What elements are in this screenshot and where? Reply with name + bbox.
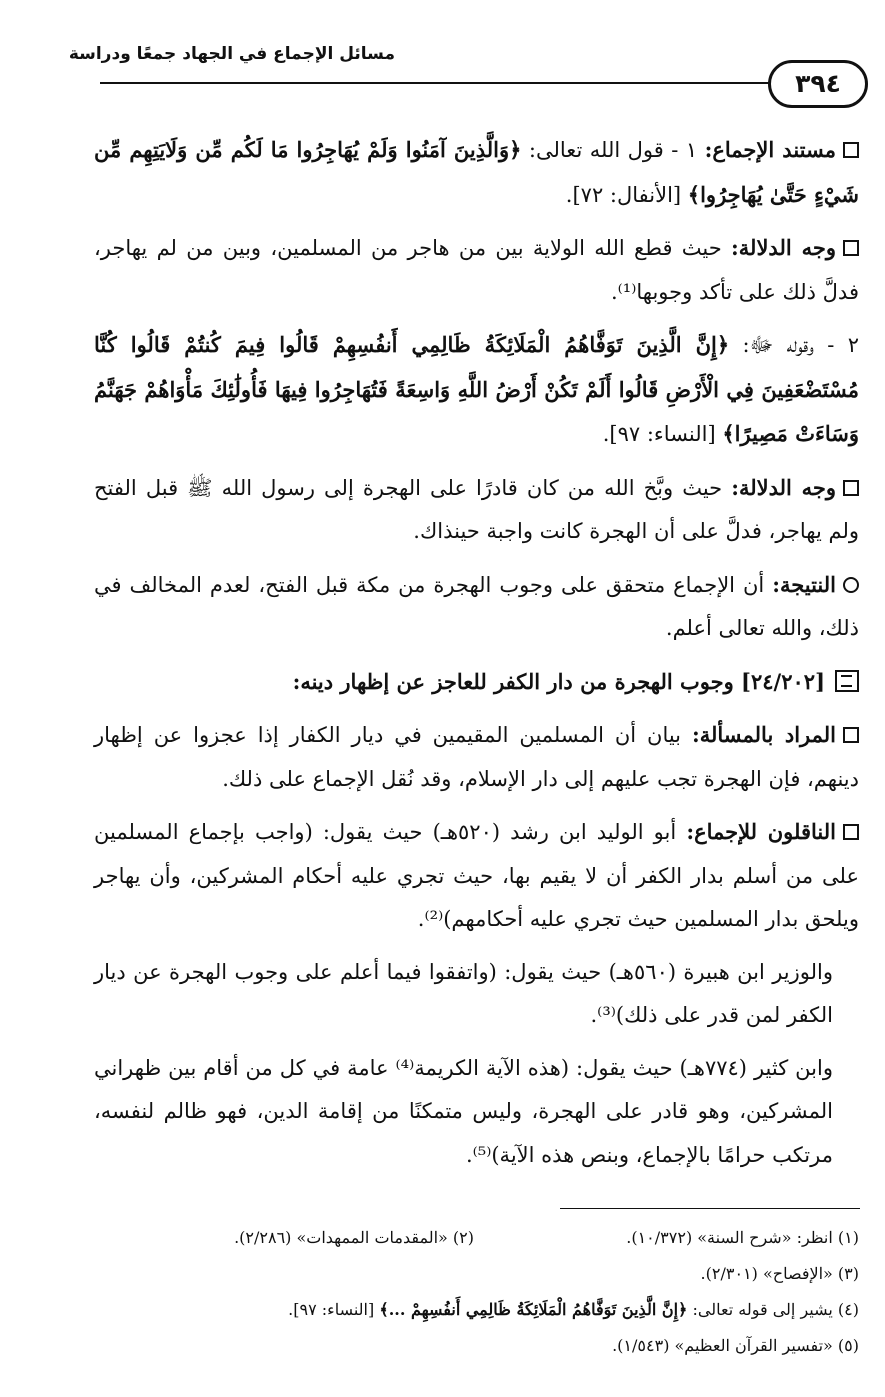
footnote-rule [560,1208,860,1209]
quran-verse: ﴿وَالَّذِينَ آمَنُوا وَلَمْ يُهَاجِرُوا مَا لَكُم مِّن وَلَايَتِهِم مِّن شَيْءٍ حَتَّىٰ يُهَاجِرُوا﴾ [94,137,859,207]
square-bullet-icon [843,727,859,743]
footnote-4 [89,1292,859,1328]
footnote-3: (٣) «الإفصاح» (٢/٣٠١). [700,1264,859,1283]
footnotes [89,1220,859,1364]
paragraph-label: النتيجة: [772,571,836,597]
paragraph-text: أبو الوليد ابن رشد (٥٢٠هـ) حيث يقول: (واجب بإجماع المسلمين على من أسلم بدار الكفر أن لا يقيم بها، حيث تجري عليه أحكام المشركين، وأن يهاجر ويلحق بدار المسلمين حيث تجري عليه أحكامهم)⁽²⁾. [94,820,859,931]
paragraph-inference-2 [94,466,859,554]
paragraph-label: وجه الدلالة: [731,235,836,260]
square-bullet-icon [843,240,859,256]
paragraph-text: أن الإجماع متحقق على وجوب الهجرة من مكة قبل الفتح، لعدم المخالف في ذلك، والله تعالى أعلم. [94,572,859,640]
square-bullet-icon [843,480,859,496]
paragraph-transmitters [94,810,859,942]
paragraph-label: المراد بالمسألة: [691,722,836,747]
circle-bullet-icon [843,577,859,593]
paragraph-inference-1 [94,226,859,314]
paragraph-ibn-hubayra [94,951,859,1038]
square-bullet-icon [843,142,859,158]
running-title: مسائل الإجماع في الجهاد جمعًا ودراسة [68,44,395,64]
paragraph-text: بيان أن المسلمين المقيمين في ديار الكفار إذا عجزوا عن إظهار دينهم، فإن الهجرة تجب عليهم إلى دار الإسلام، وقد نُقل الإجماع على ذلك. [94,723,859,791]
paragraph-text: وابن كثير (٧٧٤هـ) حيث يقول: (هذه الآية الكريمة⁽⁴⁾ عامة في كل من أقام بين ظهراني المشركين، وهو قادر على الهجرة، وليس متمكنًا من إقامة الدين، فهو ظالم لنفسه، مرتكب حرامًا بالإجماع، وبنص هذه الآية)⁽⁵⁾. [94,1055,833,1167]
paragraph-label: الناقلون للإجماع: [686,819,836,844]
verse-reference: [الأنفال: ٧٢]. [565,182,688,207]
quran-verse: ﴿إِنَّ الَّذِينَ تَوَفَّاهُمُ الْمَلَائِكَةُ ظَالِمِي أَنفُسِهِمْ ...﴾ [379,1300,688,1319]
paragraph-ibn-kathir [94,1047,859,1178]
main-text [94,128,859,1186]
paragraph-label: مستند الإجماع: [704,137,836,162]
paragraph-label: وجه الدلالة: [731,474,836,500]
paragraph-meaning [94,713,859,801]
paragraph-text: حيث وبَّخ الله من كان قادرًا على الهجرة إلى رسول الله ﷺ قبل الفتح ولم يهاجر، فدلَّ على أن الهجرة كانت واجبة حينذاك. [94,475,859,543]
paragraph-verse-2 [94,323,859,457]
page-number: ٣٩٤ [768,60,868,108]
verse-reference: [النساء: ٩٧]. [602,422,723,446]
quran-verse: ﴿إِنَّ الَّذِينَ تَوَفَّاهُمُ الْمَلَائِكَةُ ظَالِمِي أَنفُسِهِمْ قَالُوا فِيمَ كُنتُمْ قَالُوا كُنَّا مُسْتَضْعَفِينَ فِي الْأَرْضِ قَالُوا أَلَمْ تَكُنْ أَرْضُ اللَّهِ وَاسِعَةً فَتُهَاجِرُوا فِيهَا فَأُولَٰئِكَ مَأْوَاهُمْ جَهَنَّمُ وَسَاءَتْ مَصِيرًا﴾ [94,332,859,446]
paragraph-result [94,563,859,651]
section-heading [94,660,859,705]
paragraph-text: حيث قطع الله الولاية بين من هاجر من المسلمين، وبين من لم يهاجر، فدلَّ ذلك على تأكد وجوبها⁽¹⁾. [94,236,859,304]
footnote-1: (١) انظر: «شرح السنة» (١٠/٣٧٢). [626,1228,859,1247]
square-bullet-icon [843,824,859,840]
paragraph-text: ١ - قول الله تعالى: [521,138,698,162]
section-title: [٢٤/٢٠٢] وجوب الهجرة من دار الكفر للعاجز عن إظهار دينه: [292,668,825,694]
paragraph-text: ٢ - وقوله ﷻ: [729,333,859,357]
paragraph-evidence [94,128,859,217]
footnote-5: (٥) «تفسير القرآن العظيم» (١/٥٤٣). [612,1336,859,1355]
footnote-row [89,1220,859,1256]
header-rule [100,82,780,84]
footnote-4-text: (٤) يشير إلى قوله تعالى: [687,1300,859,1319]
paragraph-text: والوزير ابن هبيرة (٥٦٠هـ) حيث يقول: (واتفقوا فيما أعلم على وجوب الهجرة عن ديار الكفر لمن قدر على ذلك)⁽³⁾. [94,959,833,1027]
footnote-2: (٢) «المقدمات الممهدات» (٢/٢٨٦). [234,1228,474,1247]
book-icon [835,670,859,692]
verse-reference: [النساء: ٩٧]. [288,1300,380,1319]
